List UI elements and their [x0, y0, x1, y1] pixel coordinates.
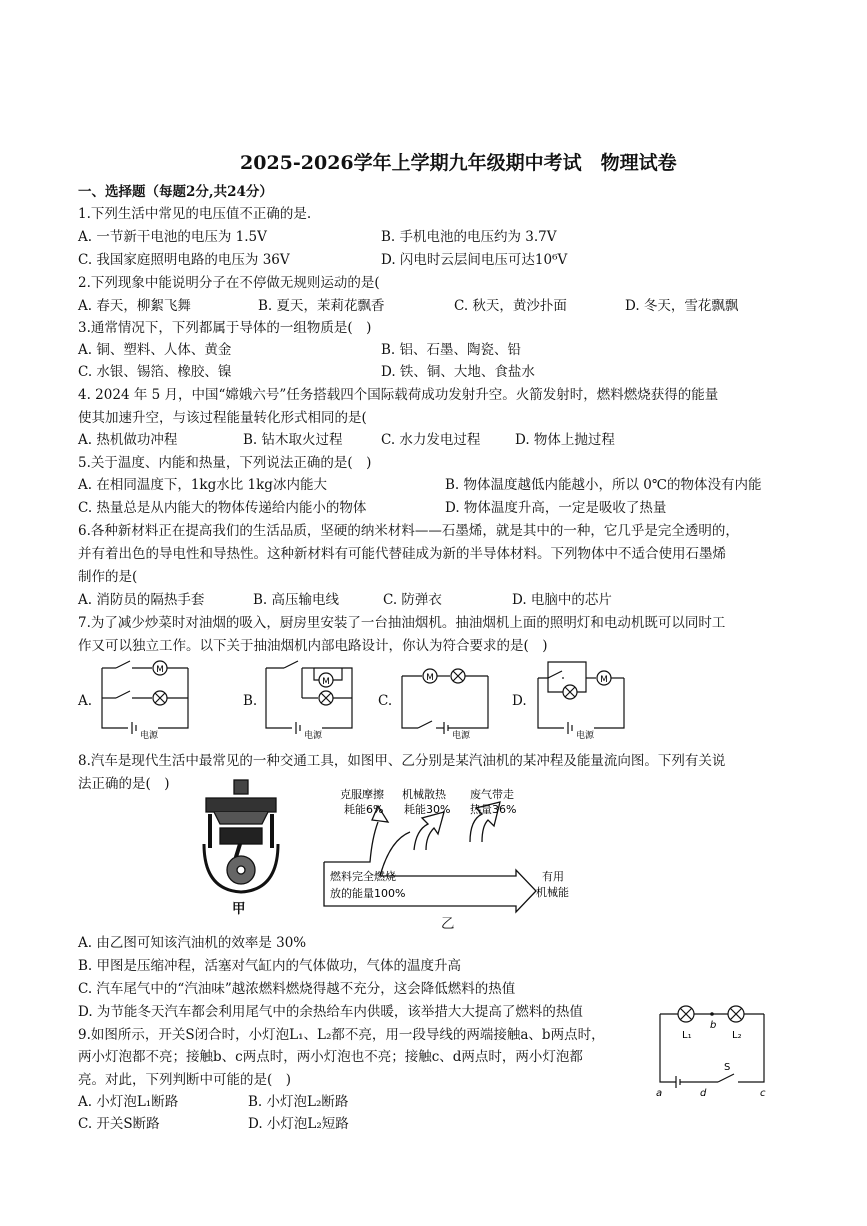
q8-option-b: B. 甲图是压缩冲程，活塞对气缸内的气体做功，气体的温度升高: [78, 958, 462, 974]
q2-stem: 2.下列现象中能说明分子在不停做无规则运动的是(: [78, 275, 380, 291]
q2-option-a: A. 春天，柳絮飞舞: [78, 298, 191, 314]
q2-option-b: B. 夏天，茉莉花飘香: [258, 298, 385, 314]
q9-lamp-l1-label: L₁: [682, 1030, 692, 1041]
q7-option-c-label: C.: [378, 693, 393, 709]
q1-option-c: C. 我国家庭照明电路的电压为 36V: [78, 252, 290, 268]
q8-option-d: D. 为节能冬天汽车都会利用尾气中的余热给车内供暖，该举措大大提高了燃料的热值: [78, 1004, 583, 1020]
q8-line2: 法正确的是( ): [78, 776, 170, 792]
flow-heat-label-2: 耗能30%: [404, 803, 451, 816]
motor-symbol-a: M: [156, 665, 164, 675]
circuit-diagram-b: [262, 658, 357, 740]
flow-output-label-1: 有用: [542, 870, 564, 883]
q5-option-a: A. 在相同温度下，1kg水比 1kg冰内能大: [78, 477, 327, 493]
q2-option-d: D. 冬天，雪花飘飘: [625, 298, 739, 314]
energy-flow-diagram: [320, 780, 580, 910]
q9-circuit-diagram: [652, 1000, 772, 1100]
q3-option-a: A. 铜、塑料、人体、黄金: [78, 342, 232, 358]
q1-option-a: A. 一节新干电池的电压为 1.5V: [78, 229, 267, 245]
flow-heat-label-1: 机械散热: [402, 788, 446, 801]
q9-line2: 两小灯泡都不亮；接触b、c两点时，两小灯泡也不亮；接触c、d两点时，两小灯泡都: [78, 1049, 583, 1065]
q4-option-a: A. 热机做功冲程: [78, 432, 178, 448]
q1-option-d: D. 闪电时云层间电压可达10⁶V: [381, 252, 568, 268]
q7-option-a-label: A.: [78, 693, 93, 709]
q7-line2: 作又可以独立工作。以下关于抽油烟机内部电路设计，你认为符合要求的是( ): [78, 638, 548, 654]
flow-input-label-2: 放的能量100%: [330, 887, 406, 900]
q9-point-b: b: [710, 1020, 717, 1031]
q6-line3: 制作的是(: [78, 569, 138, 585]
q3-option-b: B. 铝、石墨、陶瓷、铅: [381, 342, 522, 358]
q4-option-c: C. 水力发电过程: [381, 432, 481, 448]
flow-output-label-2: 机械能: [536, 886, 569, 899]
flow-friction-label-2: 耗能6%: [344, 803, 384, 816]
motor-symbol-c: M: [426, 673, 434, 683]
circuit-diagram-d: [534, 658, 629, 740]
q4-option-b: B. 钻木取火过程: [243, 432, 343, 448]
motor-symbol-b: M: [322, 677, 330, 687]
section-heading: 一、选择题（每题2分,共24分）: [78, 184, 273, 200]
q9-line3: 亮。对此，下列判断中可能的是( ): [78, 1072, 292, 1088]
engine-cylinder-figure: [196, 778, 286, 900]
figure-label-jia: 甲: [232, 901, 246, 917]
q6-option-b: B. 高压输电线: [253, 592, 340, 608]
q7-line1: 7.为了减少炒菜时对油烟的吸入，厨房里安装了一台抽油烟机。抽油烟机上面的照明灯和电动机既可以同时工: [78, 615, 726, 631]
power-label-c: 电源: [452, 731, 471, 741]
q1-stem: 1.下列生活中常见的电压值不正确的是.: [78, 206, 312, 222]
q5-option-c: C. 热量总是从内能大的物体传递给内能小的物体: [78, 500, 367, 516]
q9-line1: 9.如图所示，开关S闭合时，小灯泡L₁、L₂都不亮，用一段导线的两端接触a、b两点时，: [78, 1027, 605, 1043]
q4-line2: 使其加速升空，与该过程能量转化形式相同的是(: [78, 410, 367, 426]
q6-line2: 并有着出色的导电性和导热性。这种新材料有可能代替硅成为新的半导体材料。下列物体中不适合使用石墨烯: [78, 546, 726, 562]
q4-option-d: D. 物体上抛过程: [515, 432, 615, 448]
q9-lamp-l2-label: L₂: [732, 1030, 742, 1041]
q2-option-c: C. 秋天，黄沙扑面: [454, 298, 567, 314]
q9-option-c: C. 开关S断路: [78, 1116, 160, 1132]
q5-option-d: D. 物体温度升高，一定是吸收了热量: [445, 500, 667, 516]
page-title: 2025-2026学年上学期九年级期中考试 物理试卷: [240, 152, 677, 174]
q9-point-c: c: [760, 1088, 766, 1099]
q9-point-d: d: [700, 1088, 707, 1099]
q9-option-d: D. 小灯泡L₂短路: [248, 1116, 349, 1132]
q8-option-c: C. 汽车尾气中的“汽油味”越浓燃料燃烧得越不充分，这会降低燃料的热值: [78, 981, 516, 997]
q9-point-a: a: [656, 1088, 663, 1099]
q8-option-a: A. 由乙图可知该汽油机的效率是 30%: [78, 935, 307, 951]
q3-stem: 3.通常情况下，下列都属于导体的一组物质是( ): [78, 320, 372, 336]
q6-line1: 6.各种新材料正在提高我们的生活品质，坚硬的纳米材料——石墨烯，就是其中的一种，它几乎是完全透明的，: [78, 523, 739, 539]
flow-input-label-1: 燃料完全燃烧: [330, 870, 396, 883]
flow-friction-label-1: 克服摩擦: [340, 788, 384, 801]
power-label-b: 电源: [304, 731, 323, 741]
q6-option-c: C. 防弹衣: [383, 592, 442, 608]
q5-stem: 5.关于温度、内能和热量，下列说法正确的是( ): [78, 455, 372, 471]
q3-option-c: C. 水银、锡箔、橡胶、镍: [78, 364, 232, 380]
q9-option-b: B. 小灯泡L₂断路: [248, 1094, 349, 1110]
circuit-diagram-c: [398, 662, 493, 740]
q7-option-b-label: B.: [243, 693, 258, 709]
power-label-d: 电源: [576, 731, 595, 741]
motor-symbol-d: M: [600, 675, 608, 685]
flow-exhaust-label-1: 废气带走: [470, 788, 514, 801]
q6-option-a: A. 消防员的隔热手套: [78, 592, 205, 608]
q9-switch-label: S: [724, 1062, 731, 1073]
q1-option-b: B. 手机电池的电压约为 3.7V: [381, 229, 557, 245]
figure-label-yi: 乙: [441, 916, 455, 932]
q5-option-b: B. 物体温度越低内能越小，所以 0℃的物体没有内能: [445, 477, 762, 493]
flow-exhaust-label-2: 热量36%: [470, 803, 517, 816]
q8-line1: 8.汽车是现代生活中最常见的一种交通工具，如图甲、乙分别是某汽油机的某冲程及能量流向图。下列有关说: [78, 753, 726, 769]
q6-option-d: D. 电脑中的芯片: [512, 592, 612, 608]
power-label-a: 电源: [140, 731, 159, 741]
q7-option-d-label: D.: [512, 693, 527, 709]
circuit-diagram-a: [98, 658, 193, 740]
q9-option-a: A. 小灯泡L₁断路: [78, 1094, 179, 1110]
q3-option-d: D. 铁、铜、大地、食盐水: [381, 364, 535, 380]
q4-line1: 4. 2024 年 5 月，中国“嫦娥六号”任务搭载四个国际载荷成功发射升空。火箭发射时，燃料燃烧获得的能量: [78, 387, 719, 403]
